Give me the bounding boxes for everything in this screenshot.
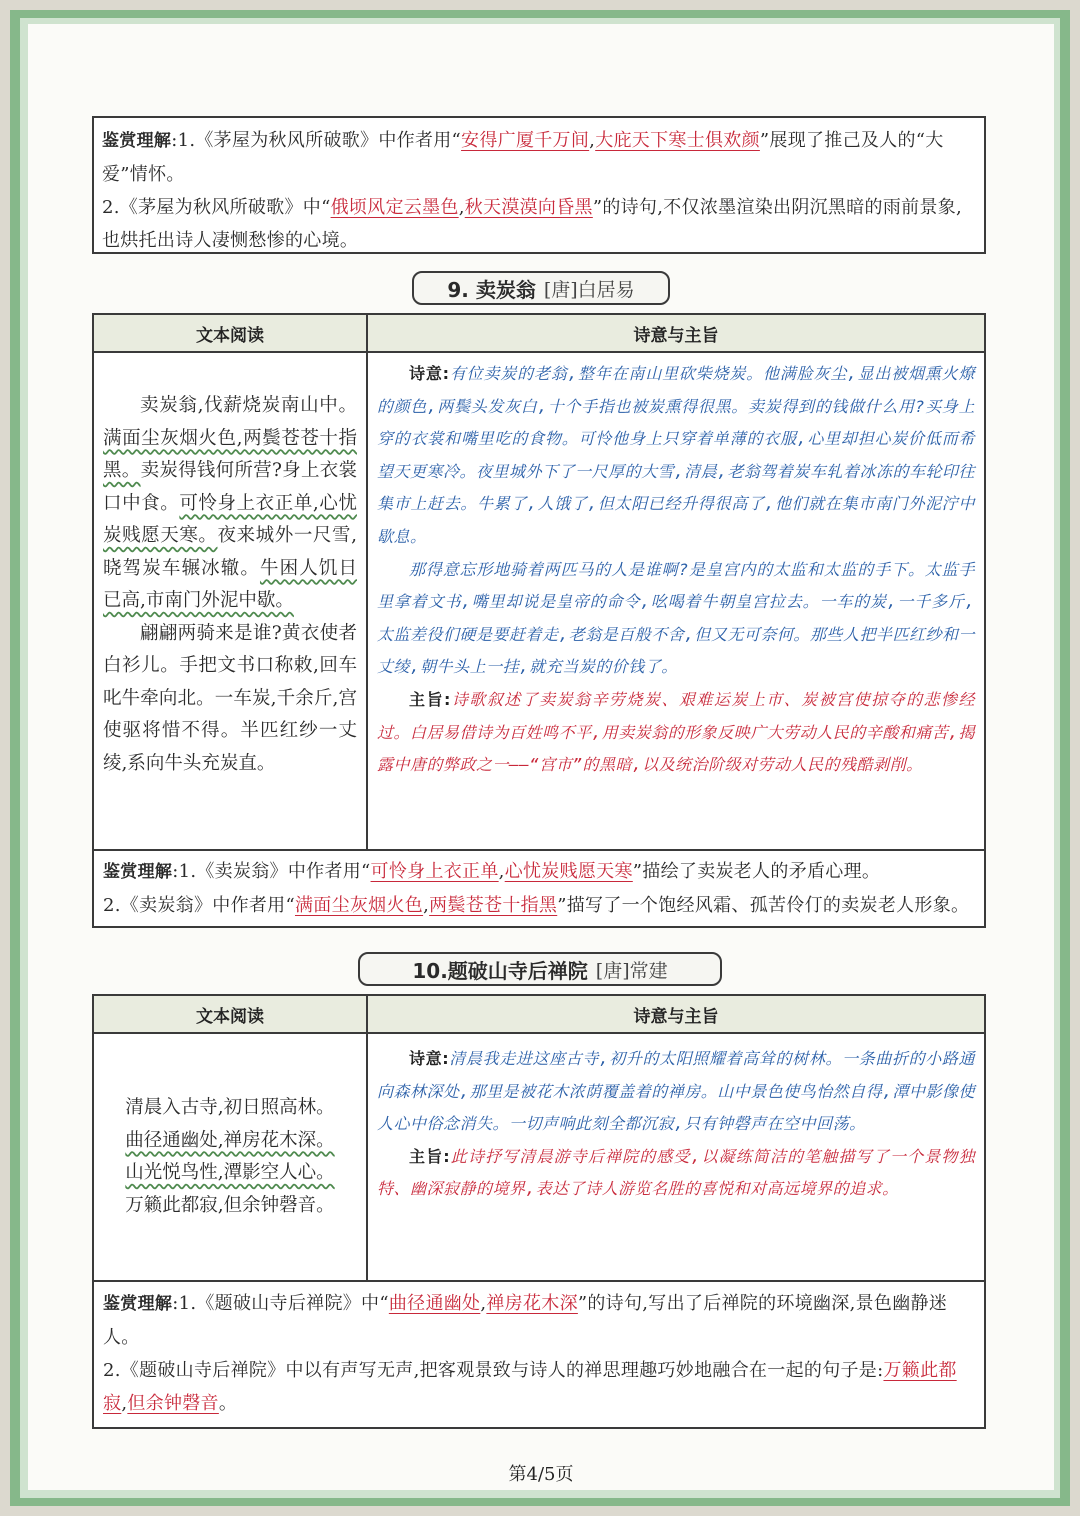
- poem9-title: 9. 卖炭翁 [唐]白居易: [412, 271, 670, 305]
- poem10-meaning: 诗意:清晨我走进这座古寺,初升的太阳照耀着高耸的树林。一条曲折的小路通向森林深处,那里是被花木浓荫覆盖着的禅房。山中景色使鸟怡然自得,潭中影像使人心中俗念消失。一切声响此刻全都沉寂,只有钟磬声在空中回荡。 主旨:此诗抒写清晨游寺后禅院的感受,以凝练简洁的笔触描写了一个景物独特、幽深寂静的境界,表达了诗人游览名胜的喜悦和对高远境界的追求。: [377, 1049, 975, 1199]
- poem10-appreciation: 鉴赏理解:1.《题破山寺后禅院》中“曲径通幽处,禅房花木深”的诗句,写出了后禅院的环境幽深,景色幽静迷人。 2.《题破山寺后禅院》中以有声写无声,把客观景致与诗人的禅思理趣巧妙地融合在一起的句子是:万籁此都寂,但余钟磬音。: [93, 1281, 985, 1428]
- poem10-meaning-cell: [367, 1033, 985, 1281]
- poem10-col-text: 文本阅读: [93, 995, 367, 1033]
- poem9-text: 卖炭翁,伐薪烧炭南山中。满面尘灰烟火色,两鬓苍苍十指黑。卖炭得钱何所营?身上衣裳口中食。可怜身上衣正单,心忧炭贱愿天寒。夜来城外一尺雪,晓驾炭车辗冰辙。牛困人饥日已高,市南门外泥中歇。 翩翩两骑来是谁?黄衣使者白衫儿。手把文书口称敕,回车叱牛牵向北。一车炭,千余斤,宫使驱将惜不得。半匹红纱一丈绫,系向牛头充炭直。: [103, 395, 357, 774]
- page-number: 第4/5页: [508, 1464, 574, 1485]
- poem9-col-text: 文本阅读: [93, 314, 367, 352]
- appreciation-line-2: 2.《茅屋为秋风所破歌》中“俄顷风定云墨色,秋天漠漠向昏黑”的诗句,不仅浓墨渲染出阴沉黑暗的雨前景象,也烘托出诗人凄恻愁惨的心境。: [102, 197, 963, 251]
- poem9-table: [92, 313, 986, 928]
- page-sheet: [28, 24, 1054, 1490]
- appreciation-line-1: 鉴赏理解:1.《茅屋为秋风所破歌》中作者用“安得广厦千万间,大庇天下寒士俱欢颜”展现了推己及人的“大爱”情怀。: [102, 130, 944, 185]
- poem10-text: 清晨入古寺,初日照高林。 曲径通幽处,禅房花木深。 山光悦鸟性,潭影空人心。 万籁此都寂,但余钟磬音。: [125, 1097, 335, 1216]
- poem9-meaning-cell: [367, 352, 985, 850]
- poem10-title: 10.题破山寺后禅院 [唐]常建: [358, 952, 722, 986]
- poem9-text-cell: [93, 352, 367, 850]
- appreciation-box-top: [92, 116, 986, 254]
- poem9-appreciation: 鉴赏理解:1.《卖炭翁》中作者用“可怜身上衣正单,心忧炭贱愿天寒”描绘了卖炭老人的矛盾心理。 2.《卖炭翁》中作者用“满面尘灰烟火色,两鬓苍苍十指黑”描写了一个饱经风霜、孤苦伶仃的卖炭老人形象。: [93, 850, 985, 927]
- poem10-col-meaning: 诗意与主旨: [367, 995, 985, 1033]
- poem9-col-meaning: 诗意与主旨: [367, 314, 985, 352]
- poem10-text-cell: [93, 1033, 367, 1281]
- poem10-table: [92, 994, 986, 1429]
- poem9-meaning: 诗意:有位卖炭的老翁,整年在南山里砍柴烧炭。他满脸灰尘,显出被烟熏火燎的颜色,两鬓头发灰白,十个手指也被炭熏得很黑。卖炭得到的钱做什么用?买身上穿的衣裳和嘴里吃的食物。可怜他身上只穿着单薄的衣服,心里却担心炭价低而希望天更寒冷。夜里城外下了一尺厚的大雪,清晨,老翁驾着炭车轧着冰冻的车轮印往集市上赶去。牛累了,人饿了,但太阳已经升得很高了,他们就在集市南门外泥泞中歇息。 那得意忘形地骑着两匹马的人是谁啊?是皇宫内的太监和太监的手下。太监手里拿着文书,嘴里却说是皇帝的命令,吆喝着牛朝皇宫拉去。一车的炭,一千多斤,太监差役们硬是要赶着走,老翁是百般不舍,但又无可奈何。那些人把半匹红纱和一丈绫,朝牛头上一挂,就充当炭的价钱了。 主旨:诗歌叙述了卖炭翁辛劳烧炭、艰难运炭上市、炭被宫使掠夺的悲惨经过。白居易借诗为百姓鸣不平,用卖炭翁的形象反映广大劳动人民的辛酸和痛苦,揭露中唐的弊政之一——“宫市”的黑暗,以及统治阶级对劳动人民的残酷剥削。: [377, 364, 975, 775]
